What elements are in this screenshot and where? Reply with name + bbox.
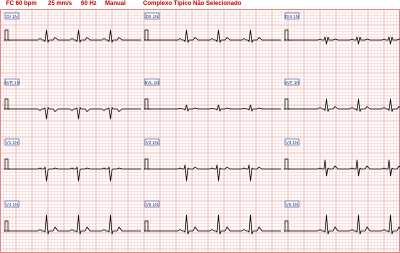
ecg-trace-v4 bbox=[4, 215, 141, 234]
lead-label: V3 1N bbox=[285, 139, 299, 145]
grid-border bbox=[1, 10, 400, 253]
lead-label: V5 1N bbox=[145, 201, 159, 207]
lead-label: aVR 1N bbox=[4, 79, 20, 85]
ecg-trace-diii bbox=[284, 37, 400, 44]
mode-readout: Manual bbox=[105, 1, 126, 7]
calibration-pulse bbox=[284, 99, 290, 109]
ecg-trace-avr bbox=[4, 108, 141, 120]
complex-status-readout: Complexo Típico Não Selecionado bbox=[143, 1, 242, 7]
lead-label: DII 1N bbox=[145, 13, 159, 19]
calibration-pulse bbox=[284, 221, 290, 231]
ecg-trace-v6 bbox=[284, 215, 400, 234]
lead-label: DIII 1N bbox=[284, 13, 300, 19]
lead-label: V6 1N bbox=[285, 201, 299, 207]
calibration-pulse bbox=[4, 159, 10, 169]
ecg-trace-di bbox=[4, 30, 141, 43]
lead-label: aVL 1N bbox=[144, 79, 160, 85]
ecg-header-bar bbox=[0, 0, 400, 8]
lead-label: V4 1N bbox=[5, 201, 19, 207]
calibration-pulse bbox=[4, 221, 10, 231]
filter-frequency-readout: 60 Hz bbox=[81, 1, 97, 7]
lead-label: DI 1N bbox=[6, 13, 18, 19]
ecg-grid-canvas bbox=[0, 9, 400, 253]
calibration-pulse bbox=[4, 99, 10, 109]
ecg-trace-v5 bbox=[144, 215, 281, 234]
lead-label: V1 1N bbox=[5, 139, 19, 145]
lead-label: aVF 1N bbox=[284, 79, 300, 85]
calibration-pulse bbox=[284, 159, 290, 169]
lead-label: V2 1N bbox=[145, 139, 159, 145]
ecg-trace-v3 bbox=[284, 160, 400, 176]
grid-minor-lines bbox=[0, 9, 400, 253]
grid-major-lines bbox=[0, 9, 400, 253]
heart-rate-readout: FC 60 bpm bbox=[6, 1, 37, 7]
ecg-trace-dii bbox=[144, 30, 281, 43]
paper-speed-readout: 25 mm/s bbox=[48, 1, 73, 7]
